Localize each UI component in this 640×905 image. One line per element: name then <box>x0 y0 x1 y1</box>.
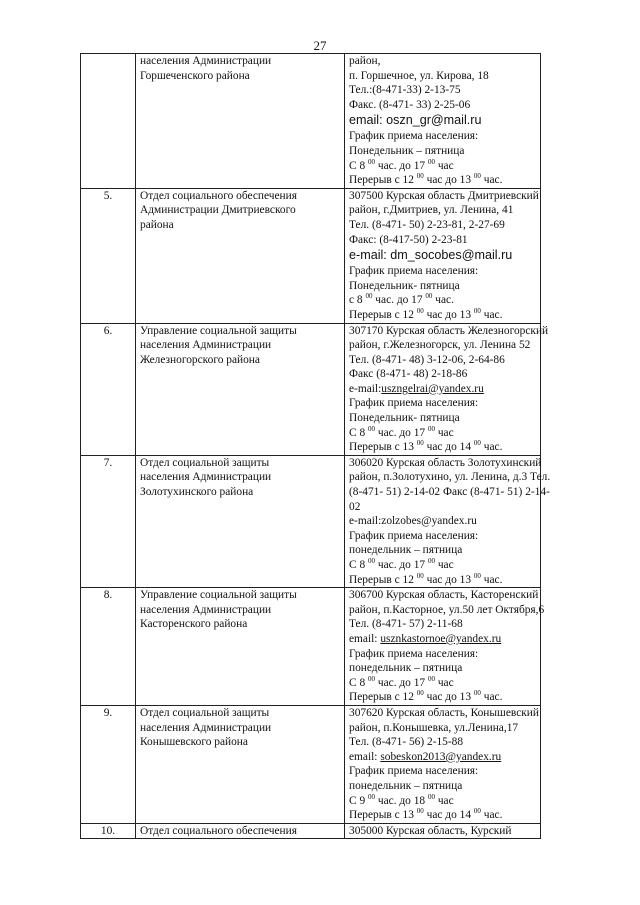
contact-line: С 8 $^{00}$ час. до 17 $^{00}$ час <box>349 674 454 689</box>
contact-line: e-mail:zolzobes@yandex.ru <box>349 515 477 528</box>
department-name-line: Управление социальной защиты <box>140 324 297 337</box>
contact-line: Факс. (8-471- 33) 2-25-06 <box>349 98 471 111</box>
contact-line: Тел. (8-471- 57) 2-11-68 <box>349 618 463 631</box>
contact-line: С 8 $^{00}$ час. до 17 $^{00}$ час <box>349 157 454 172</box>
contact-line: Тел. (8-471- 50) 2-23-81, 2-27-69 <box>349 218 505 231</box>
row-number-cell: 6. <box>81 323 136 455</box>
contacts-table <box>80 53 551 839</box>
contact-line: С 9 $^{00}$ час. до 18 $^{00}$ час <box>349 792 454 807</box>
department-name-line: Отдел социального обеспечения <box>140 824 297 837</box>
table-row <box>81 455 541 587</box>
superscript-minutes: 00 <box>416 307 424 316</box>
contact-line: email: oszn_gr@mail.ru <box>349 113 482 128</box>
department-name-line: Горшеченского района <box>140 69 250 82</box>
superscript-minutes: 00 <box>416 172 424 181</box>
contact-line: Перерыв с 13 $^{00}$ час до 14 $^{00}$ час. <box>349 807 503 822</box>
superscript-minutes: 00 <box>427 157 435 166</box>
contact-line: С 8 $^{00}$ час. до 17 $^{00}$ час <box>349 424 454 439</box>
contact-line: с 8 $^{00}$ час. до 17 $^{00}$ час. <box>349 292 454 307</box>
contact-info-cell <box>345 823 541 839</box>
row-number-cell: 8. <box>81 588 136 706</box>
contact-line: п. Горшечное, ул. Кирова, 18 <box>349 69 489 82</box>
contact-line: 306020 Курская область Золотухинский <box>349 456 542 469</box>
superscript-minutes: 00 <box>427 674 435 683</box>
superscript-minutes: 00 <box>427 424 435 433</box>
department-name-line: населения Администрации <box>140 603 272 616</box>
superscript-minutes: 00 <box>473 172 481 181</box>
contact-line: График приема населения: <box>349 265 479 278</box>
contact-line: Перерыв с 13 $^{00}$ час до 14 $^{00}$ час. <box>349 439 503 454</box>
contact-line: район, п.Золотухино, ул. Ленина, д.3 Тел. <box>349 471 551 484</box>
contact-line: e-mail: dm_socobes@mail.ru <box>349 248 513 263</box>
department-name-line: Управление социальной защиты <box>140 589 297 602</box>
department-name-line: района <box>140 218 174 231</box>
email-link: usznkastornoe@yandex.ru <box>380 632 502 645</box>
row-number-cell: 10. <box>81 823 136 839</box>
contact-line: Тел.:(8-471-33) 2-13-75 <box>349 84 461 97</box>
superscript-minutes: 00 <box>473 439 481 448</box>
contact-line: 02 <box>349 500 361 513</box>
contact-line: Тел. (8-471- 56) 2-15-88 <box>349 736 464 749</box>
contact-line: Факс: (8-417-50) 2-23-81 <box>349 233 468 246</box>
table-body <box>81 54 551 839</box>
department-name-line: населения Администрации <box>140 55 272 67</box>
contact-line: Факс (8-471- 48) 2-18-86 <box>349 368 468 381</box>
superscript-minutes: 00 <box>416 439 424 448</box>
table-row <box>81 705 541 823</box>
contact-line: 307170 Курская область Железногорский <box>349 324 549 337</box>
superscript-minutes: 00 <box>427 792 435 801</box>
contact-line: График приема населения: <box>349 397 479 410</box>
contact-line: Понедельник- пятница <box>349 412 460 425</box>
department-name-line: Конышевского района <box>140 736 248 749</box>
superscript-minutes: 00 <box>368 557 375 566</box>
department-name-line: Касторенского района <box>140 618 248 631</box>
table-row <box>81 54 541 189</box>
contact-line: 306700 Курская область, Касторенский <box>349 589 539 602</box>
contact-line: Перерыв с 12 $^{00}$ час до 13 $^{00}$ час. <box>349 307 503 321</box>
contact-line: район, <box>349 55 381 67</box>
superscript-minutes: 00 <box>368 157 375 166</box>
superscript-minutes: 00 <box>425 292 433 301</box>
contact-info-cell <box>345 588 545 706</box>
contact-info-cell <box>345 54 541 189</box>
contact-line: понедельник – пятница <box>349 662 463 675</box>
contact-line: График приема населения: <box>349 130 479 143</box>
department-name-line: Отдел социальной защиты <box>140 456 270 469</box>
superscript-minutes: 00 <box>473 571 481 580</box>
superscript-minutes: 00 <box>368 674 375 683</box>
superscript-minutes: 00 <box>365 292 373 301</box>
contact-line: 305000 Курская область, Курский <box>349 824 512 837</box>
department-name-line: Администрации Дмитриевского <box>140 204 296 217</box>
contact-line: Понедельник – пятница <box>349 144 465 157</box>
department-name-cell <box>136 455 345 587</box>
contact-line: район, г.Железногорск, ул. Ленина 52 <box>349 339 531 352</box>
department-name-cell <box>136 188 345 323</box>
contact-line: 307500 Курская область Дмитриевский <box>349 189 539 202</box>
contact-line: email: usznkastornoe@yandex.ru <box>349 632 502 645</box>
contact-line: понедельник – пятница <box>349 779 463 792</box>
superscript-minutes: 00 <box>416 689 424 698</box>
department-name-cell <box>136 323 345 455</box>
table-row <box>81 588 541 706</box>
table-row <box>81 823 541 839</box>
contact-line: район, п.Касторное, ул.50 лет Октября,6 <box>349 603 545 616</box>
contact-line: понедельник – пятница <box>349 544 463 557</box>
department-name-cell <box>136 705 345 823</box>
contact-line: e-mail:uszngelrai@yandex.ru <box>349 382 484 395</box>
contact-line: График приема населения: <box>349 765 479 778</box>
contact-line: Тел. (8-471- 48) 3-12-06, 2-64-86 <box>349 353 505 366</box>
table-row <box>81 188 541 323</box>
department-name-line: Железногорского района <box>140 353 260 366</box>
contact-line: С 8 $^{00}$ час. до 17 $^{00}$ час <box>349 557 454 571</box>
department-name-line: населения Администрации <box>140 721 272 734</box>
department-name-line: населения Администрации <box>140 339 272 352</box>
table-row <box>81 323 541 455</box>
department-name-cell <box>136 588 345 706</box>
superscript-minutes: 00 <box>416 571 424 580</box>
contact-line: График приема населения: <box>349 647 479 660</box>
contact-info-cell <box>345 323 549 455</box>
contact-info-cell <box>345 455 551 587</box>
department-name-line: Отдел социального обеспечения <box>140 189 297 202</box>
contact-line: Понедельник- пятница <box>349 279 460 292</box>
superscript-minutes: 00 <box>473 689 481 698</box>
superscript-minutes: 00 <box>416 807 424 816</box>
superscript-minutes: 00 <box>368 792 375 801</box>
contact-line: 307620 Курская область, Конышевский <box>349 706 539 719</box>
department-name-line: Золотухинского района <box>140 486 254 499</box>
superscript-minutes: 00 <box>473 307 481 316</box>
contact-line: Перерыв с 12 $^{00}$ час до 13 $^{00}$ час. <box>349 571 503 586</box>
row-number-cell: 7. <box>81 455 136 587</box>
contact-info-cell <box>345 705 541 823</box>
department-name-cell <box>136 823 345 839</box>
contact-line: (8-471- 51) 2-14-02 Факс (8-471- 51) 2-14- <box>349 486 550 499</box>
email-link: sobeskon2013@yandex.ru <box>380 750 502 763</box>
email-link: uszngelrai@yandex.ru <box>381 382 484 395</box>
superscript-minutes: 00 <box>473 807 481 816</box>
department-name-cell <box>136 54 345 189</box>
contact-line: График приема населения: <box>349 529 479 542</box>
row-number-cell <box>81 54 136 189</box>
row-number-cell: 5. <box>81 188 136 323</box>
page-number: 27 <box>313 38 327 53</box>
contact-line: район, г.Дмитриев, ул. Ленина, 41 <box>349 204 514 217</box>
contact-info-cell <box>345 188 541 323</box>
contact-line: Перерыв с 12 $^{00}$ час до 13 $^{00}$ час. <box>349 689 503 704</box>
contact-line: район, п.Конышевка, ул.Ленина,17 <box>349 721 519 734</box>
department-name-line: Отдел социальной защиты <box>140 706 270 719</box>
superscript-minutes: 00 <box>427 557 435 566</box>
contact-line: email: sobeskon2013@yandex.ru <box>349 750 502 763</box>
superscript-minutes: 00 <box>368 424 375 433</box>
contact-line: Перерыв с 12 $^{00}$ час до 13 $^{00}$ час. <box>349 172 503 187</box>
row-number-cell: 9. <box>81 705 136 823</box>
department-name-line: населения Администрации <box>140 471 272 484</box>
